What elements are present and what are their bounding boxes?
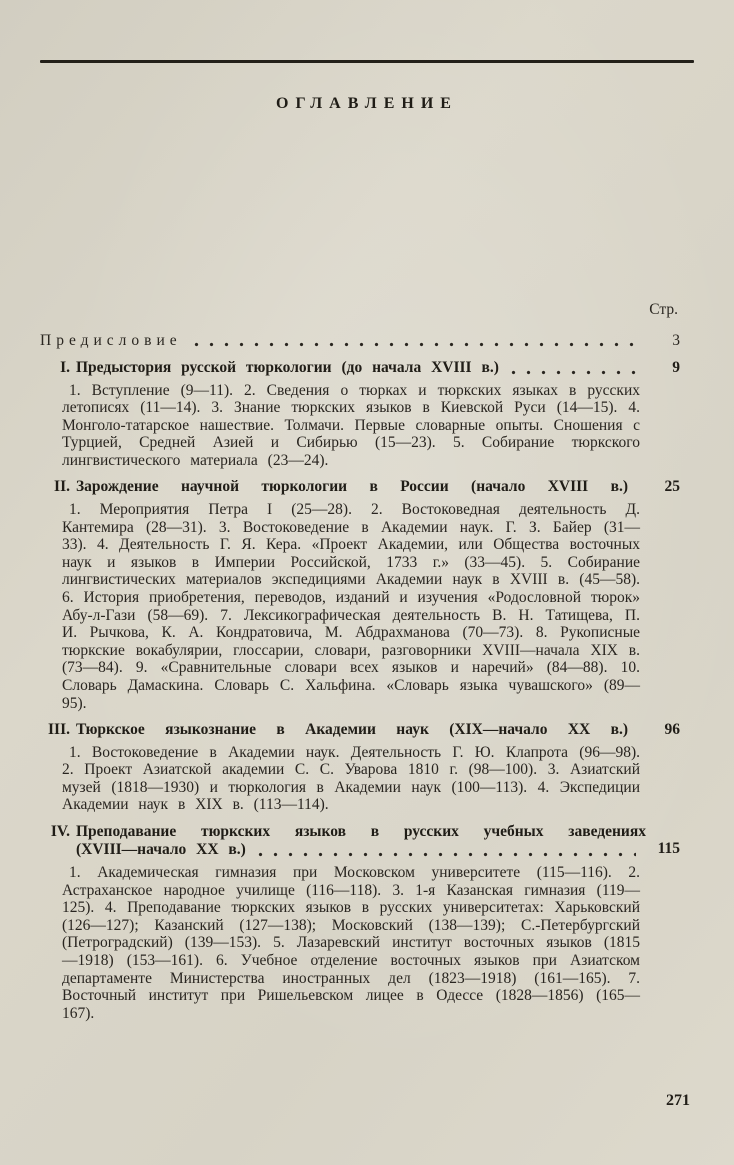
page-folio-number: 271 bbox=[666, 1092, 690, 1109]
dot-leader bbox=[511, 370, 636, 375]
table-of-contents bbox=[40, 301, 680, 1022]
page-column-header: Стр. bbox=[649, 301, 678, 318]
dot-leader bbox=[258, 852, 636, 857]
section-heading bbox=[40, 823, 680, 860]
section-body: 1. Академическая гимназия при Московском университете (115—116). 2. Астраханское народное училище (116—118). 3. 1-я Казанская гимназия (119—125). 4. Преподавание тюркских языков в русских университетах: Харьковский (126—127); Казанский (127—138); Московский (138—139); С.-Петербургский (Петроградский) (139—153). 5. Лазаревский институт восточных языков (1815—1918) (153—161). 6. Учебное отделение восточных языков при Азиатском департаменте Министерства иностранных дел (1823—1918) (161—165). 7. Восточный институт при Ришельевском лицее в Одессе (1828—1856) (165—167). bbox=[62, 863, 640, 1022]
page-number: 115 bbox=[657, 840, 680, 858]
section-body: 1. Востоковедение в Академии наук. Деятельность Г. Ю. Клапрота (96—98). 2. Проект Азиатской академии С. С. Уварова 1810 г. (98—100). 3. Азиатский музей (1818—1930) и тюркология в Академии наук (100—113). 4. Экспедиции Академии наук в XIX в. (113—114). bbox=[62, 743, 640, 814]
section-heading bbox=[40, 359, 680, 378]
section-title: Зарождение научной тюркологии в России (начало XVIII в.) bbox=[76, 478, 628, 496]
section-title-line2: (XVIII—начало XX в.) bbox=[76, 841, 246, 859]
page-number: 3 bbox=[672, 332, 680, 349]
section-title-line1: Преподавание тюркских языков в русских учебных заведениях bbox=[76, 822, 646, 840]
toc-entry-preface bbox=[40, 332, 680, 350]
section-heading bbox=[40, 721, 680, 740]
page-title: ОГЛАВЛЕНИЕ bbox=[276, 94, 458, 112]
section-title bbox=[76, 823, 646, 860]
section-numeral: I. bbox=[60, 359, 70, 376]
page-number: 96 bbox=[664, 721, 680, 739]
toc-section bbox=[40, 359, 680, 469]
section-title: Тюркское языкознание в Академии наук (XIX—начало XX в.) bbox=[76, 721, 628, 739]
toc-section bbox=[40, 823, 680, 1022]
page-number: 25 bbox=[664, 478, 680, 496]
section-body: 1. Мероприятия Петра I (25—28). 2. Востоковедная деятельность Д. Кантемира (28—31). 3. Востоковедение в Академии наук. Г. З. Байер (31—33). 4. Деятельность Г. Я. Кера. «Проект Академии, или Общества восточных наук и языков в Империи Российской, 1733 г.» (33—45). 5. Собирание лингвистических материалов экспедициями Академии наук в XVIII в. (45—58). 6. История приобретения, переводов, изданий и изучения «Родословной тюрок» Абу-л-Гази (58—69). 7. Лексикографическая деятельность В. Н. Татищева, П. И. Рычкова, К. А. Кондратовича, М. Абдрахманова (70—73). 8. Рукописные тюркские вокабулярии, глоссарии, словари, разговорники XVIII—начала XIX в. (73—84). 9. «Сравнительные словари всех языков и наречий» (84—88). 10. Словарь Дамаскина. Словарь С. Хальфина. «Словарь языка чувашского» (89—95). bbox=[62, 500, 640, 712]
section-body: 1. Вступление (9—11). 2. Сведения о тюрках и тюркских языках в русских летописях (11—14). 3. Знание тюркских языков в Киевской Руси (14—15). 4. Монголо-татарское нашествие. Толмачи. Первые словарные опыты. Сношения с Турцией, Средней Азией и Сибирью (15—23). 5. Собирание тюркского лингвистического материала (23—24). bbox=[62, 381, 640, 469]
toc-section bbox=[40, 478, 680, 712]
section-title: Предыстория русской тюркологии (до начала XVIII в.) bbox=[76, 359, 499, 376]
section-numeral: IV. bbox=[50, 822, 70, 840]
dot-leader bbox=[194, 342, 636, 347]
preface-label: Предисловие bbox=[40, 332, 182, 349]
horizontal-rule bbox=[40, 60, 694, 63]
section-numeral: III. bbox=[48, 721, 70, 739]
section-numeral: II. bbox=[54, 478, 70, 496]
toc-section bbox=[40, 721, 680, 814]
section-heading bbox=[40, 478, 680, 497]
page-number: 9 bbox=[672, 359, 680, 376]
section-title-line2-row bbox=[76, 841, 646, 860]
